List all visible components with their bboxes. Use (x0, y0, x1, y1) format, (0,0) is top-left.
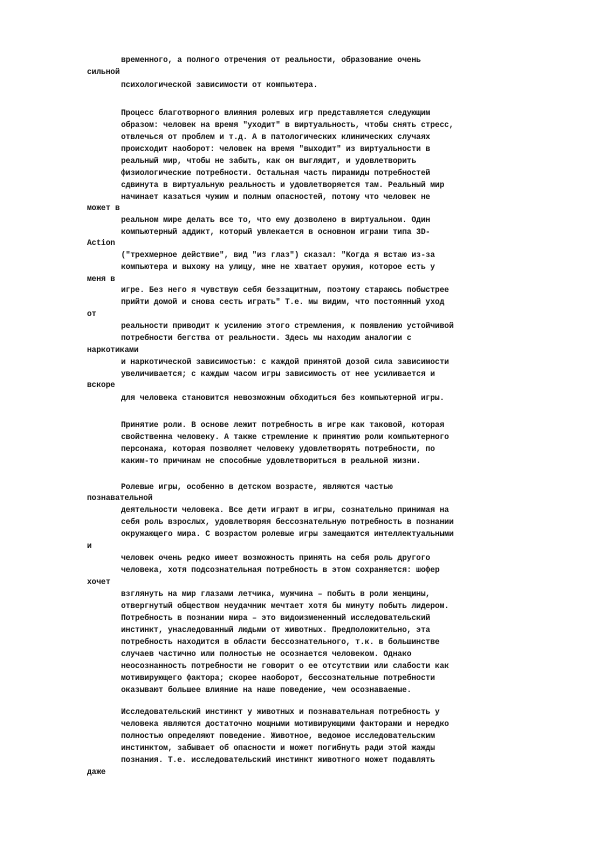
text-line: временного, а полного отречения от реальности, образование очень (121, 56, 421, 65)
text-line: взглянуть на мир глазами летчика, мужчина – побыть в роли женщины, (121, 590, 431, 599)
text-line: начинает казаться чужим и полным опасностей, потому что человек не (121, 193, 431, 202)
text-line: психологической зависимости от компьютера. (121, 81, 318, 90)
text-line: полностью определяют поведение. Животное, ведомое исследовательским (121, 732, 435, 741)
text-line: каким-то причинам не способные удовлетвориться в реальной жизни. (121, 457, 421, 466)
text-line: потребность находится в области бессознательного, т.к. в большинстве (121, 638, 440, 647)
text-line: Ролевые игры, особенно в детском возрасте, являются частью (121, 483, 393, 492)
text-line: отвергнутый обществом неудачник мечтает хотя бы минуту побыть лидером. (121, 602, 449, 611)
text-line: наркотиками (87, 346, 139, 355)
text-line: неосознанность потребности не говорит о ее отсутствии или слабости как (121, 662, 449, 671)
text-line: прийти домой и снова сесть играть" Т.е. мы видим, что постоянный уход (121, 298, 445, 307)
text-line: оказывают большее влияние на наше поведение, чем осознаваемые. (121, 686, 412, 695)
text-line: свойственна человеку. А также стремление к принятию роли компьютерного (121, 433, 449, 442)
text-line: реальный мир, чтобы не забыть, как он выглядит, и удовлетворить (121, 157, 417, 166)
text-line: компьютерный аддикт, который увлекается в основном играми типа 3D- (121, 228, 431, 237)
text-line: мотивирующего фактора; скорее наоборот, бессознательные потребности (121, 674, 435, 683)
text-line: человек очень редко имеет возможность принять на себя роль другого (121, 554, 431, 563)
text-line: и (87, 542, 92, 551)
text-line: Action (87, 239, 116, 248)
text-line: компьютера и выхожу на улицу, мне не хватает оружия, которое есть у (121, 263, 435, 272)
text-line: увеличивается; с каждым часом игры зависимость от нее усиливается и (121, 370, 435, 379)
text-line: познания. Т.е. исследовательский инстинкт животного может подавлять (121, 756, 435, 765)
text-line: окружающего мира. С возрастом ролевые игры замещаются интеллектуальными (121, 530, 454, 539)
text-line: Принятие роли. В основе лежит потребность в игре как таковой, которая (121, 421, 445, 430)
text-line: физиологические потребности. Остальная часть пирамиды потребностей (121, 169, 431, 178)
text-line: для человека становится невозможным обходиться без компьютерной игры. (121, 394, 445, 403)
text-line: вскоре (87, 381, 116, 390)
text-line: реальности приводит к усилению этого стремления, к появлению устойчивой (121, 322, 454, 331)
text-line: персонажа, которая позволяет человеку удовлетворять потребности, по (121, 445, 435, 454)
text-line: даже (87, 768, 106, 777)
text-line: и наркотической зависимостью: с каждой принятой дозой сила зависимости (121, 358, 449, 367)
text-line: случаев частично или полностью не осознается человеком. Однако (121, 650, 412, 659)
text-line: инстинкт, унаследованный людьми от животных. Предположительно, эта (121, 626, 431, 635)
text-line: игре. Без него я чувствую себя беззащитным, поэтому стараюсь побыстрее (121, 286, 449, 295)
text-line: человека являются достаточно мощными мотивирующими факторами и нередко (121, 720, 449, 729)
text-line: может в (87, 204, 120, 213)
text-line: познавательной (87, 494, 153, 503)
text-line: Процесс благотворного влияния ролевых игр представляется следующим (121, 109, 431, 118)
text-line: сдвинута в виртуальную реальность и удовлетворяется там. Реальный мир (121, 181, 445, 190)
text-line: реальном мире делать все то, что ему дозволено в виртуальном. Один (121, 216, 431, 225)
text-line: от (87, 310, 97, 319)
text-line: Потребность в познании мира – это видоизмененный исследовательский (121, 614, 431, 623)
text-line: происходит наоборот: человек на время "выходит" из виртуальности в (121, 145, 431, 154)
text-line: деятельности человека. Все дети играют в игры, сознательно принимая на (121, 506, 449, 515)
text-line: отвлечься от проблем и т.д. А в патологических клинических случаях (121, 133, 431, 142)
text-line: человека, хотя подсознательная потребность в этом сохраняется: шофер (121, 566, 440, 575)
text-line: Исследовательский инстинкт у животных и познавательная потребность у (121, 708, 440, 717)
text-line: меня в (87, 275, 116, 284)
text-line: образом: человек на время "уходит" в виртуальность, чтобы снять стресс, (121, 121, 454, 130)
text-line: сильной (87, 68, 120, 77)
text-line: хочет (87, 578, 111, 587)
text-line: потребности бегства от реальности. Здесь мы находим аналогии с (121, 334, 412, 343)
text-line: себя роль взрослых, удовлетворяя бессознательную потребность в познании (121, 518, 454, 527)
text-line: ("трехмерное действие", вид "из глаз") сказал: "Когда я встаю из-за (121, 251, 435, 260)
text-line: инстинктом, забывает об опасности и может погибнуть ради этой жажды (121, 744, 435, 753)
